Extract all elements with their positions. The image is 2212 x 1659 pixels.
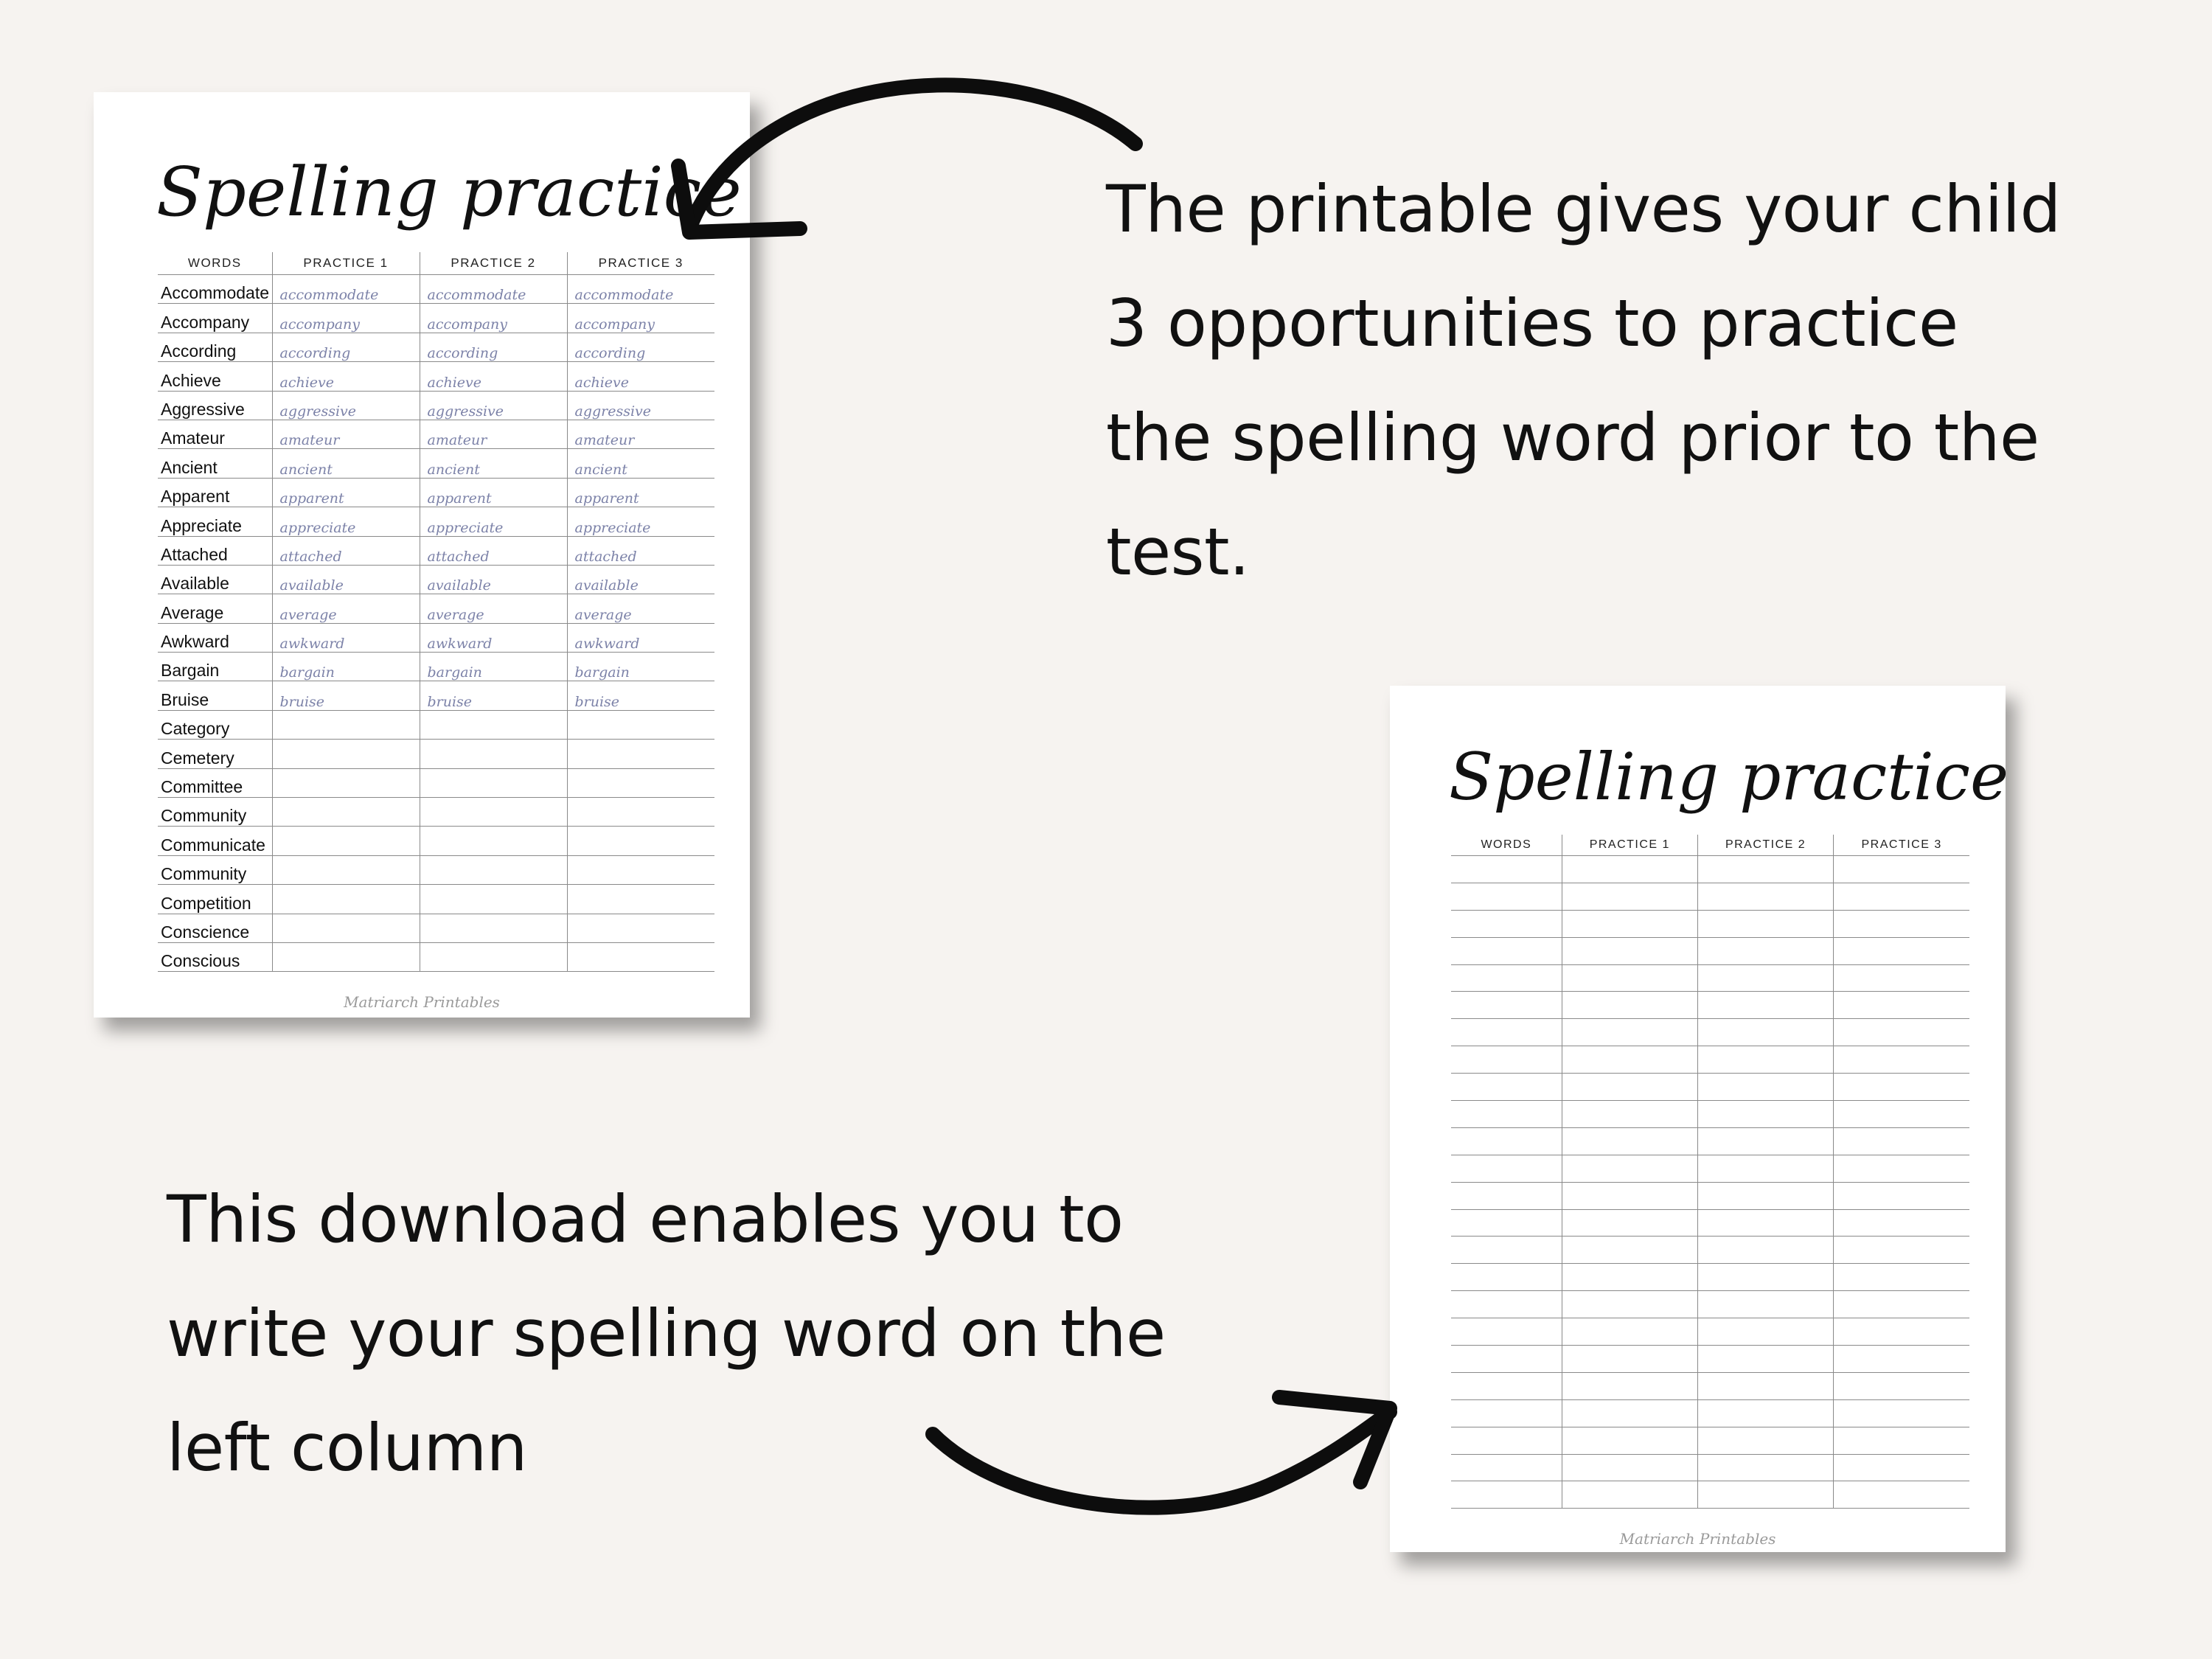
header-practice-3: PRACTICE 3 — [567, 252, 714, 275]
word-cell: Cemetery — [158, 740, 272, 768]
practice-2-cell: available — [420, 565, 567, 594]
word-cell: According — [158, 333, 272, 361]
practice-3-cell: accommodate — [567, 275, 714, 304]
word-cell: Apparent — [158, 478, 272, 507]
brand-footer: Matriarch Printables — [344, 993, 500, 1011]
practice-3-cell: attached — [567, 536, 714, 565]
practice-1-cell: attached — [272, 536, 420, 565]
word-cell: Ancient — [158, 449, 272, 478]
practice-1-cell: achieve — [272, 362, 420, 391]
practice-1-cell: awkward — [272, 623, 420, 652]
worksheet-title: Spelling practice — [156, 153, 742, 232]
word-cell: Aggressive — [158, 391, 272, 420]
practice-1-cell: ancient — [272, 449, 420, 478]
header-words: WORDS — [158, 252, 272, 275]
practice-2-cell: appreciate — [420, 507, 567, 536]
header-words: WORDS — [1451, 835, 1562, 856]
practice-1-cell: apparent — [272, 478, 420, 507]
word-cell: Conscious — [158, 942, 272, 971]
word-cell: Available — [158, 565, 272, 594]
header-practice-3: PRACTICE 3 — [1834, 835, 1969, 856]
word-cell: Community — [158, 855, 272, 884]
word-cell: Bruise — [158, 681, 272, 710]
practice-1-cell: appreciate — [272, 507, 420, 536]
practice-3-cell: aggressive — [567, 391, 714, 420]
practice-3-cell: amateur — [567, 420, 714, 448]
word-cell: Committee — [158, 768, 272, 797]
word-cell: Bargain — [158, 653, 272, 681]
practice-3-cell: according — [567, 333, 714, 361]
header-practice-2: PRACTICE 2 — [420, 252, 567, 275]
practice-2-cell: awkward — [420, 623, 567, 652]
word-cell: Communicate — [158, 827, 272, 855]
word-cell: Community — [158, 798, 272, 827]
practice-2-cell: according — [420, 333, 567, 361]
practice-2-cell: amateur — [420, 420, 567, 448]
word-cell: Attached — [158, 536, 272, 565]
practice-3-cell: available — [567, 565, 714, 594]
practice-2-cell: ancient — [420, 449, 567, 478]
header-practice-2: PRACTICE 2 — [1697, 835, 1833, 856]
practice-2-cell: achieve — [420, 362, 567, 391]
header-practice-1: PRACTICE 1 — [1562, 835, 1697, 856]
word-cell: Competition — [158, 885, 272, 914]
practice-3-cell: bargain — [567, 653, 714, 681]
practice-2-cell: apparent — [420, 478, 567, 507]
practice-3-cell: ancient — [567, 449, 714, 478]
caption-top: The printable gives your child 3 opportunities to practice the spelling word prior to the test. — [1106, 171, 2061, 590]
practice-3-cell: average — [567, 594, 714, 623]
practice-2-cell: average — [420, 594, 567, 623]
practice-2-cell: attached — [420, 536, 567, 565]
practice-2-cell: accompany — [420, 304, 567, 333]
practice-3-cell: accompany — [567, 304, 714, 333]
practice-2-cell: bruise — [420, 681, 567, 710]
practice-1-cell: available — [272, 565, 420, 594]
word-cell: Accompany — [158, 304, 272, 333]
practice-2-cell: bargain — [420, 653, 567, 681]
word-cell: Conscience — [158, 914, 272, 942]
word-cell: Amateur — [158, 420, 272, 448]
practice-3-cell: bruise — [567, 681, 714, 710]
word-cell: Average — [158, 594, 272, 623]
practice-2-cell: aggressive — [420, 391, 567, 420]
header-practice-1: PRACTICE 1 — [272, 252, 420, 275]
practice-2-cell: accommodate — [420, 275, 567, 304]
practice-1-cell: aggressive — [272, 391, 420, 420]
practice-3-cell: appreciate — [567, 507, 714, 536]
word-cell: Appreciate — [158, 507, 272, 536]
practice-1-cell: according — [272, 333, 420, 361]
practice-3-cell: awkward — [567, 623, 714, 652]
practice-1-cell: bargain — [272, 653, 420, 681]
practice-1-cell: accompany — [272, 304, 420, 333]
practice-1-cell: amateur — [272, 420, 420, 448]
worksheet-title: Spelling practice — [1449, 739, 2009, 815]
practice-3-cell: achieve — [567, 362, 714, 391]
curved-arrow-bottom-icon — [933, 1412, 1390, 1508]
caption-bottom: This download enables you to write your spelling word on the left column — [167, 1181, 1166, 1486]
practice-3-cell: apparent — [567, 478, 714, 507]
practice-1-cell: bruise — [272, 681, 420, 710]
curved-arrow-top-icon — [689, 85, 1135, 229]
word-cell: Achieve — [158, 362, 272, 391]
brand-footer: Matriarch Printables — [1619, 1530, 1776, 1548]
word-cell: Accommodate — [158, 275, 272, 304]
word-cell: Category — [158, 710, 272, 739]
word-cell: Awkward — [158, 623, 272, 652]
practice-1-cell: average — [272, 594, 420, 623]
practice-1-cell: accommodate — [272, 275, 420, 304]
